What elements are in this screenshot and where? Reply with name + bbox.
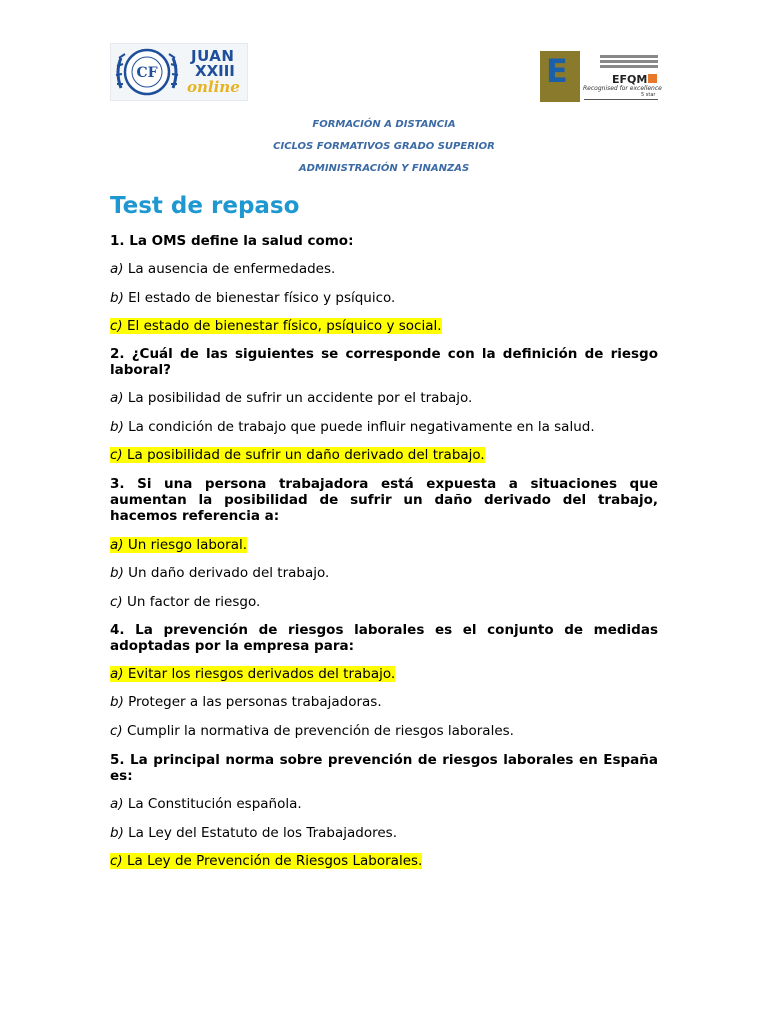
question-4: 4. La prevención de riesgos laborales es el conjunto de medidas adoptadas por la empresa para: (110, 622, 658, 654)
efqm-e-badge (540, 51, 580, 102)
question-5-option-b: b) La Ley del Estatuto de los Trabajadores. (110, 825, 398, 841)
question-4-option-a: a) Evitar los riesgos derivados del trabajo. (110, 666, 396, 682)
question-1-option-c: c) El estado de bienestar físico, psíquico y social. (110, 318, 442, 334)
question-3-option-c: c) Un factor de riesgo. (110, 594, 261, 610)
question-1: 1. La OMS define la salud como: (110, 233, 354, 249)
question-1-option-a: a) La ausencia de enfermedades. (110, 261, 336, 277)
efqm-logo (540, 51, 662, 102)
juan-xxiii-logo (110, 43, 248, 101)
page-title: Test de repaso (110, 193, 300, 219)
efqm-brand-text: EFQM (612, 73, 648, 86)
efqm-tagline: Recognised for excellence (583, 85, 662, 92)
header-line-2: CICLOS FORMATIVOS GRADO SUPERIOR (273, 141, 495, 152)
question-5: 5. La principal norma sobre prevención de riesgos laborales en España es: (110, 752, 658, 784)
efqm-stripes (600, 55, 658, 70)
laurel-emblem-icon (111, 44, 187, 100)
svg-text:CF: CF (136, 65, 158, 81)
logo-text-juan: JUAN (191, 47, 235, 65)
question-3-option-b: b) Un daño derivado del trabajo. (110, 565, 330, 581)
efqm-stars: 5 star (641, 92, 656, 98)
question-2-option-a: a) La posibilidad de sufrir un accidente por el trabajo. (110, 390, 473, 406)
logo-text-online: online (187, 78, 240, 96)
question-3: 3. Si una persona trabajadora está expuesta a situaciones que aumentan la posibilidad de sufrir un daño derivado del trabajo, hacemos referencia a: (110, 476, 658, 524)
question-2-option-b: b) La condición de trabajo que puede influir negativamente en la salud. (110, 419, 595, 435)
question-2-option-c: c) La posibilidad de sufrir un daño derivado del trabajo. (110, 447, 485, 463)
header-line-1: FORMACIÓN A DISTANCIA (312, 119, 456, 130)
question-4-option-c: c) Cumplir la normativa de prevención de riesgos laborales. (110, 723, 514, 739)
e-letter-icon: E (546, 52, 568, 90)
header-line-3: ADMINISTRACIÓN Y FINANZAS (298, 163, 470, 174)
question-5-option-c: c) La Ley de Prevención de Riesgos Laborales. (110, 853, 423, 869)
efqm-underline (584, 99, 658, 100)
question-2: 2. ¿Cuál de las siguientes se corresponde con la definición de riesgo laboral? (110, 346, 658, 378)
logo-text-xxiii: XXIII (195, 62, 235, 80)
question-1-option-b: b) El estado de bienestar físico y psíquico. (110, 290, 396, 306)
question-3-option-a: a) Un riesgo laboral. (110, 537, 248, 553)
question-5-option-a: a) La Constitución española. (110, 796, 302, 812)
question-4-option-b: b) Proteger a las personas trabajadoras. (110, 694, 382, 710)
efqm-orange-square-icon (648, 74, 657, 83)
